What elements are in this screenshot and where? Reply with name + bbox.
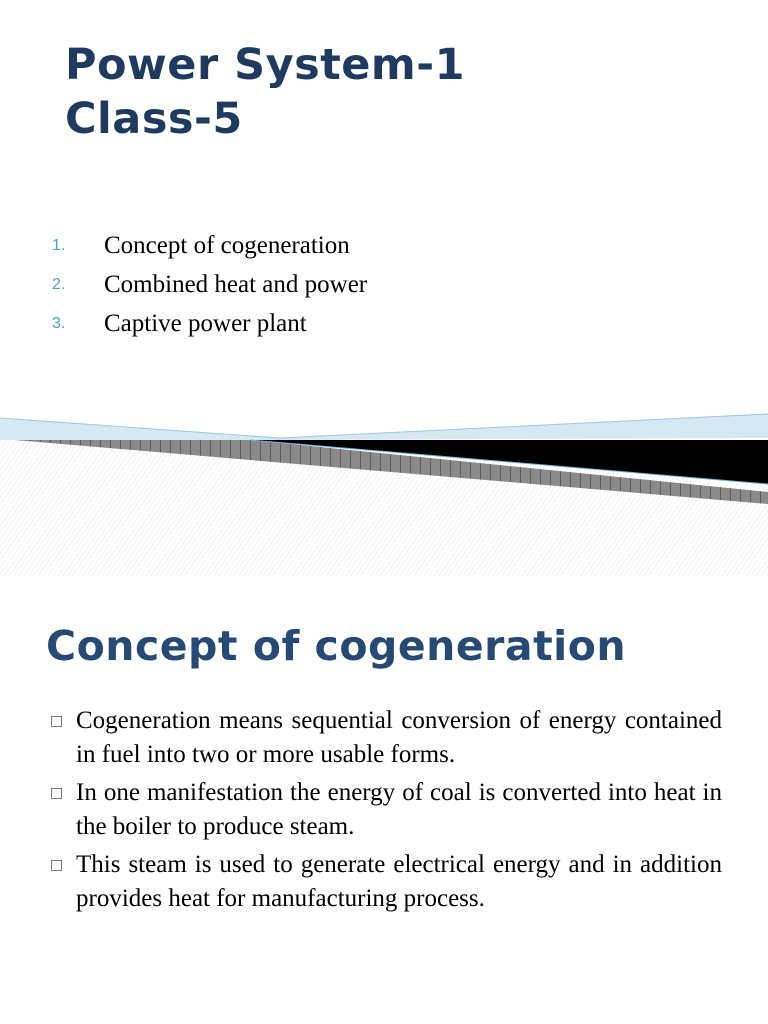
decorative-wedge-graphic (0, 400, 768, 576)
bullet-marker-icon: □ (50, 713, 64, 729)
bullet-text: In one manifestation the energy of coal is converted into heat in the boiler to produce steam. (76, 779, 722, 840)
bullet-text: This steam is used to generate electrical energy and in addition provides heat for manufacturing process. (76, 851, 722, 912)
bullet-marker-icon: □ (50, 857, 64, 873)
bullet-item (50, 704, 722, 772)
slide-2-title: Concept of cogeneration (46, 622, 627, 670)
bullet-item (50, 776, 722, 844)
agenda-item (52, 265, 367, 304)
agenda-item-text: Captive power plant (104, 309, 307, 337)
agenda-item (52, 304, 367, 343)
agenda-list (52, 226, 367, 343)
agenda-item-number: 3. (52, 314, 66, 332)
agenda-item-text: Combined heat and power (104, 270, 368, 298)
title-line-1: Power System-1 (65, 40, 466, 90)
slide-2 (0, 576, 768, 1024)
agenda-item (52, 226, 367, 265)
slide-1-title (65, 38, 465, 146)
bullet-item (50, 848, 722, 916)
agenda-item-number: 1. (52, 236, 66, 254)
light-blue-band (0, 414, 768, 440)
bullet-text: Cogeneration means sequential conversion of energy contained in fuel into two or more usable forms. (76, 707, 722, 768)
agenda-item-number: 2. (52, 275, 66, 293)
agenda-item-text: Concept of cogeneration (104, 231, 350, 259)
bullet-marker-icon: □ (50, 785, 64, 801)
title-line-2: Class-5 (65, 94, 243, 144)
bullet-list (50, 704, 722, 920)
